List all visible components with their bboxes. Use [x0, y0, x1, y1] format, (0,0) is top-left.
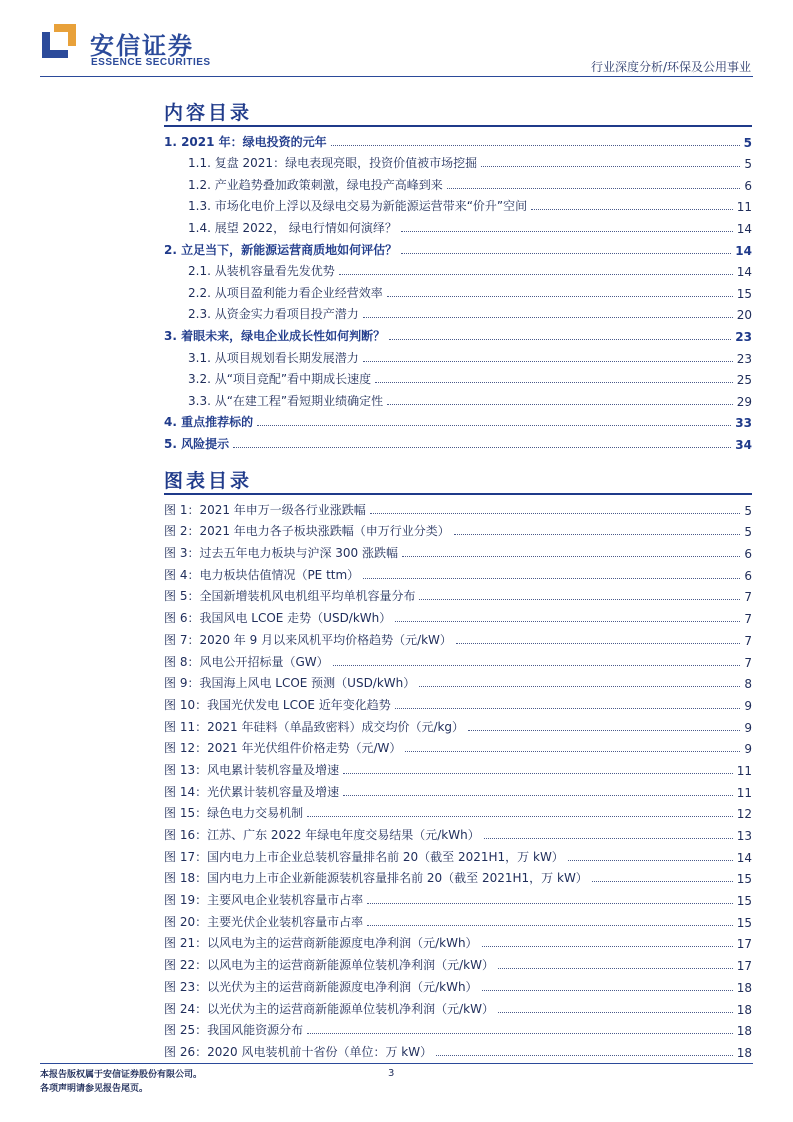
toc-entry-page: 29	[736, 394, 752, 409]
figure-entry-page: 6	[744, 568, 752, 583]
figure-entry-page: 7	[744, 633, 752, 648]
toc-entry-page: 11	[736, 200, 752, 215]
toc-entry[interactable]	[164, 344, 752, 366]
dot-leader	[401, 253, 731, 254]
figure-entry[interactable]	[164, 648, 752, 670]
toc-entry-label: 5. 风险提示	[164, 436, 230, 451]
figure-entry-label: 图 6：我国风电 LCOE 走势（USD/kWh）	[164, 611, 392, 626]
figure-entry[interactable]	[164, 1017, 752, 1039]
figure-entry-page: 12	[736, 807, 752, 822]
toc-entry-label: 3. 着眼未来，绿电企业成长性如何判断？	[164, 328, 386, 343]
dot-leader	[395, 621, 740, 622]
figure-entry-page: 17	[736, 937, 752, 952]
header-divider	[40, 76, 753, 77]
dot-leader	[568, 860, 733, 861]
toc-entry-label: 2.1. 从装机容量看先发优势	[188, 264, 335, 279]
figure-entry-label: 图 4：电力板块估值情况（PE ttm）	[164, 567, 360, 582]
toc-entry-label: 1.1. 复盘 2021：绿电表现亮眼，投资价值被市场挖掘	[188, 156, 478, 171]
dot-leader	[343, 795, 733, 796]
figure-entry-label: 图 10：我国光伏发电 LCOE 近年变化趋势	[164, 697, 391, 712]
figure-entry-page: 11	[736, 785, 752, 800]
figure-entry-page: 7	[744, 612, 752, 627]
figure-entry[interactable]	[164, 626, 752, 648]
dot-leader	[419, 686, 740, 687]
figure-entry-label: 图 7：2020 年 9 月以来风机平均价格趋势（元/kW）	[164, 632, 452, 647]
toc-entry-page: 5	[743, 135, 752, 150]
figure-entry[interactable]	[164, 930, 752, 952]
toc-entry[interactable]	[164, 214, 752, 236]
figure-entry[interactable]	[164, 691, 752, 713]
dot-leader	[370, 513, 741, 514]
toc-list	[164, 128, 752, 452]
figure-entry[interactable]	[164, 778, 752, 800]
dot-leader	[389, 339, 731, 340]
figure-entry-label: 图 22：以风电为主的运营商新能源单位装机净利润（元/kW）	[164, 958, 494, 973]
figure-entry-label: 图 16：江苏、广东 2022 年绿电年度交易结果（元/kWh）	[164, 828, 480, 842]
figure-entry-page: 9	[744, 720, 752, 735]
toc-entry[interactable]	[164, 236, 752, 258]
dot-leader	[402, 556, 740, 557]
toc-entry-label: 3.1. 从项目规划看长期发展潜力	[188, 350, 359, 365]
figure-entry-page: 13	[736, 829, 752, 843]
figure-entry-page: 15	[736, 915, 752, 930]
figure-entry[interactable]	[164, 670, 752, 692]
figure-entry-page: 7	[744, 590, 752, 605]
figure-entry[interactable]	[164, 539, 752, 561]
figure-entry-label: 图 1：2021 年申万一级各行业涨跌幅	[164, 502, 366, 517]
dot-leader	[257, 425, 731, 426]
dot-leader	[482, 946, 733, 947]
figure-entry-label: 图 15：绿色电力交易机制	[164, 806, 304, 821]
dot-leader	[498, 968, 733, 969]
toc-entry-label: 2.3. 从资金实力看项目投产潜力	[188, 307, 359, 322]
toc-entry-page: 34	[735, 437, 752, 452]
figure-entry-page: 7	[744, 655, 752, 670]
toc-entry-page: 6	[744, 178, 752, 193]
figure-entry-page: 6	[744, 547, 752, 562]
figure-entry[interactable]	[164, 561, 752, 583]
figure-entry[interactable]	[164, 865, 752, 887]
figure-entry-label: 图 24：以光伏为主的运营商新能源单位装机净利润（元/kW）	[164, 1001, 494, 1016]
figure-entry-label: 图 13：风电累计装机容量及增速	[164, 762, 340, 777]
dot-leader	[419, 599, 740, 600]
disclaimer-line: 各项声明请参见报告尾页。	[40, 1084, 149, 1094]
figure-entry-label: 图 19：主要风电企业装机容量市占率	[164, 893, 364, 908]
figure-entry[interactable]	[164, 886, 752, 908]
dot-leader	[482, 990, 733, 991]
figure-entry-label: 图 17：国内电力上市企业总装机容量排名前 20（截至 2021H1，万 kW）	[164, 849, 564, 864]
toc-entry[interactable]	[164, 279, 752, 301]
figure-entry-page: 11	[736, 763, 752, 778]
toc-entry[interactable]	[164, 193, 752, 215]
figures-title-rule	[164, 493, 752, 495]
figure-entry[interactable]	[164, 951, 752, 973]
toc-entry-label: 1.2. 产业趋势叠加政策刺激，绿电投产高峰到来	[188, 177, 443, 192]
figure-entry-label: 图 8：风电公开招标量（GW）	[164, 654, 329, 669]
figure-entry[interactable]	[164, 604, 752, 626]
dot-leader	[367, 925, 733, 926]
toc-entry[interactable]	[164, 409, 752, 431]
figure-entry[interactable]	[164, 756, 752, 778]
report-type: 行业深度分析/环保及公用事业	[590, 60, 751, 74]
logo-text-cn: 安信证券	[90, 32, 194, 60]
toc-entry-page: 5	[744, 157, 752, 172]
figure-entry-label: 图 18：国内电力上市企业新能源装机容量排名前 20（截至 2021H1，万 kW）	[164, 871, 588, 886]
toc-entry-label: 4. 重点推荐标的	[164, 415, 254, 430]
footer-divider	[40, 1063, 753, 1064]
dot-leader	[592, 881, 733, 882]
toc-entry-page: 14	[736, 265, 752, 280]
toc-entry-page: 20	[736, 308, 752, 323]
toc-entry-label: 3.3. 从“在建工程”看短期业绩确定性	[188, 393, 384, 408]
toc-entry-label: 2.2. 从项目盈利能力看企业经营效率	[188, 285, 383, 300]
dot-leader	[343, 773, 733, 774]
figure-entry[interactable]	[164, 735, 752, 757]
dot-leader	[363, 578, 740, 579]
figure-entry[interactable]	[164, 518, 752, 540]
dot-leader	[401, 231, 733, 232]
figure-entry-page: 15	[736, 894, 752, 909]
copyright-notice	[40, 1068, 202, 1096]
figure-entry-label: 图 9：我国海上风电 LCOE 预测（USD/kWh）	[164, 676, 416, 691]
dot-leader	[307, 1033, 733, 1034]
toc-entry[interactable]	[164, 301, 752, 323]
toc-entry-page: 23	[735, 329, 752, 344]
toc-entry-label: 3.2. 从“项目竞配”看中期成长速度	[188, 372, 372, 387]
page-number: 3	[388, 1068, 395, 1079]
figure-entry-label: 图 12：2021 年光伏组件价格走势（元/W）	[164, 741, 402, 756]
toc-entry-label: 1. 2021 年：绿电投资的元年	[164, 134, 327, 149]
figure-entry-page: 9	[744, 698, 752, 713]
figure-entry-label: 图 23：以光伏为主的运营商新能源度电净利润（元/kWh）	[164, 979, 478, 994]
dot-leader	[387, 296, 733, 297]
essence-logo-icon	[40, 22, 78, 60]
toc-entry[interactable]	[164, 387, 752, 409]
figure-entry-label: 图 26：2020 风电装机前十省份（单位：万 kW）	[164, 1044, 433, 1059]
figure-entry-page: 5	[744, 525, 752, 540]
dot-leader	[484, 838, 733, 839]
toc-entry[interactable]	[164, 366, 752, 388]
figure-entry-page: 15	[736, 872, 752, 887]
figure-entry-page: 17	[736, 959, 752, 974]
toc-entry-page: 25	[736, 373, 752, 388]
toc-entry-page: 15	[736, 286, 752, 301]
toc-title: 内容目录	[164, 102, 253, 124]
toc-entry-label: 1.3. 市场化电价上浮以及绿电交易为新能源运营带来“价升”空间	[188, 199, 528, 214]
figure-entry-page: 18	[736, 1002, 752, 1017]
toc-entry-page: 14	[735, 243, 752, 258]
toc-entry-page: 14	[736, 221, 752, 236]
toc-title-rule	[164, 125, 752, 127]
figure-entry-label: 图 25：我国风能资源分布	[164, 1023, 304, 1038]
dot-leader	[456, 643, 740, 644]
dot-leader	[468, 730, 740, 731]
dot-leader	[436, 1055, 733, 1056]
figure-entry-page: 18	[736, 1045, 752, 1060]
figure-entry[interactable]	[164, 843, 752, 865]
toc-entry[interactable]	[164, 258, 752, 280]
toc-entry[interactable]	[164, 322, 752, 344]
figure-entry-page: 18	[736, 1024, 752, 1039]
dot-leader	[333, 665, 741, 666]
dot-leader	[307, 816, 733, 817]
dot-leader	[454, 534, 741, 535]
dot-leader	[363, 317, 733, 318]
toc-entry[interactable]	[164, 171, 752, 193]
page-header	[0, 0, 793, 80]
toc-entry[interactable]	[164, 128, 752, 150]
figure-entry-label: 图 20：主要光伏企业装机容量市占率	[164, 914, 364, 929]
figure-entry[interactable]	[164, 1038, 752, 1060]
toc-entry[interactable]	[164, 430, 752, 452]
dot-leader	[395, 708, 741, 709]
toc-entry-page: 23	[736, 351, 752, 366]
copyright-line: 本报告版权属于安信证券股份有限公司。	[40, 1070, 203, 1080]
dot-leader	[481, 166, 740, 167]
figures-title: 图表目录	[164, 470, 253, 492]
dot-leader	[233, 447, 731, 448]
logo-text-en: ESSENCE SECURITIES	[91, 57, 211, 68]
figure-entry[interactable]	[164, 583, 752, 605]
figure-entry-label: 图 14：光伏累计装机容量及增速	[164, 784, 340, 799]
dot-leader	[387, 404, 733, 405]
toc-entry[interactable]	[164, 150, 752, 172]
figure-entry-page: 9	[744, 742, 752, 757]
figure-list	[164, 496, 752, 1060]
figure-entry-page: 5	[744, 503, 752, 518]
figure-entry[interactable]	[164, 908, 752, 930]
figure-entry-label: 图 5：全国新增装机风电机组平均单机容量分布	[164, 589, 416, 604]
figure-entry-page: 18	[736, 980, 752, 995]
dot-leader	[498, 1012, 733, 1013]
dot-leader	[339, 274, 733, 275]
dot-leader	[447, 188, 741, 189]
figure-entry-page: 8	[744, 677, 752, 692]
figure-entry-label: 图 21：以风电为主的运营商新能源度电净利润（元/kWh）	[164, 936, 478, 951]
figure-entry-label: 图 3：过去五年电力板块与沪深 300 涨跌幅	[164, 546, 398, 561]
figure-entry[interactable]	[164, 973, 752, 995]
dot-leader	[531, 209, 733, 210]
figure-entry[interactable]	[164, 496, 752, 518]
dot-leader	[375, 382, 733, 383]
figure-entry[interactable]	[164, 800, 752, 822]
figure-entry-label: 图 11：2021 年硅料（单晶致密料）成交均价（元/kg）	[164, 719, 465, 734]
dot-leader	[405, 751, 740, 752]
dot-leader	[331, 145, 740, 146]
dot-leader	[367, 903, 733, 904]
toc-entry-label: 1.4. 展望 2022， 绿电行情如何演绎？	[188, 220, 397, 235]
toc-entry-page: 33	[735, 416, 752, 431]
figure-entry[interactable]	[164, 713, 752, 735]
toc-entry-label: 2. 立足当下，新能源运营商质地如何评估？	[164, 242, 398, 257]
figure-entry[interactable]	[164, 995, 752, 1017]
figure-entry[interactable]	[164, 821, 752, 843]
dot-leader	[363, 361, 733, 362]
figure-entry-label: 图 2：2021 年电力各子板块涨跌幅（申万行业分类）	[164, 524, 450, 539]
figure-entry-page: 14	[736, 850, 752, 865]
